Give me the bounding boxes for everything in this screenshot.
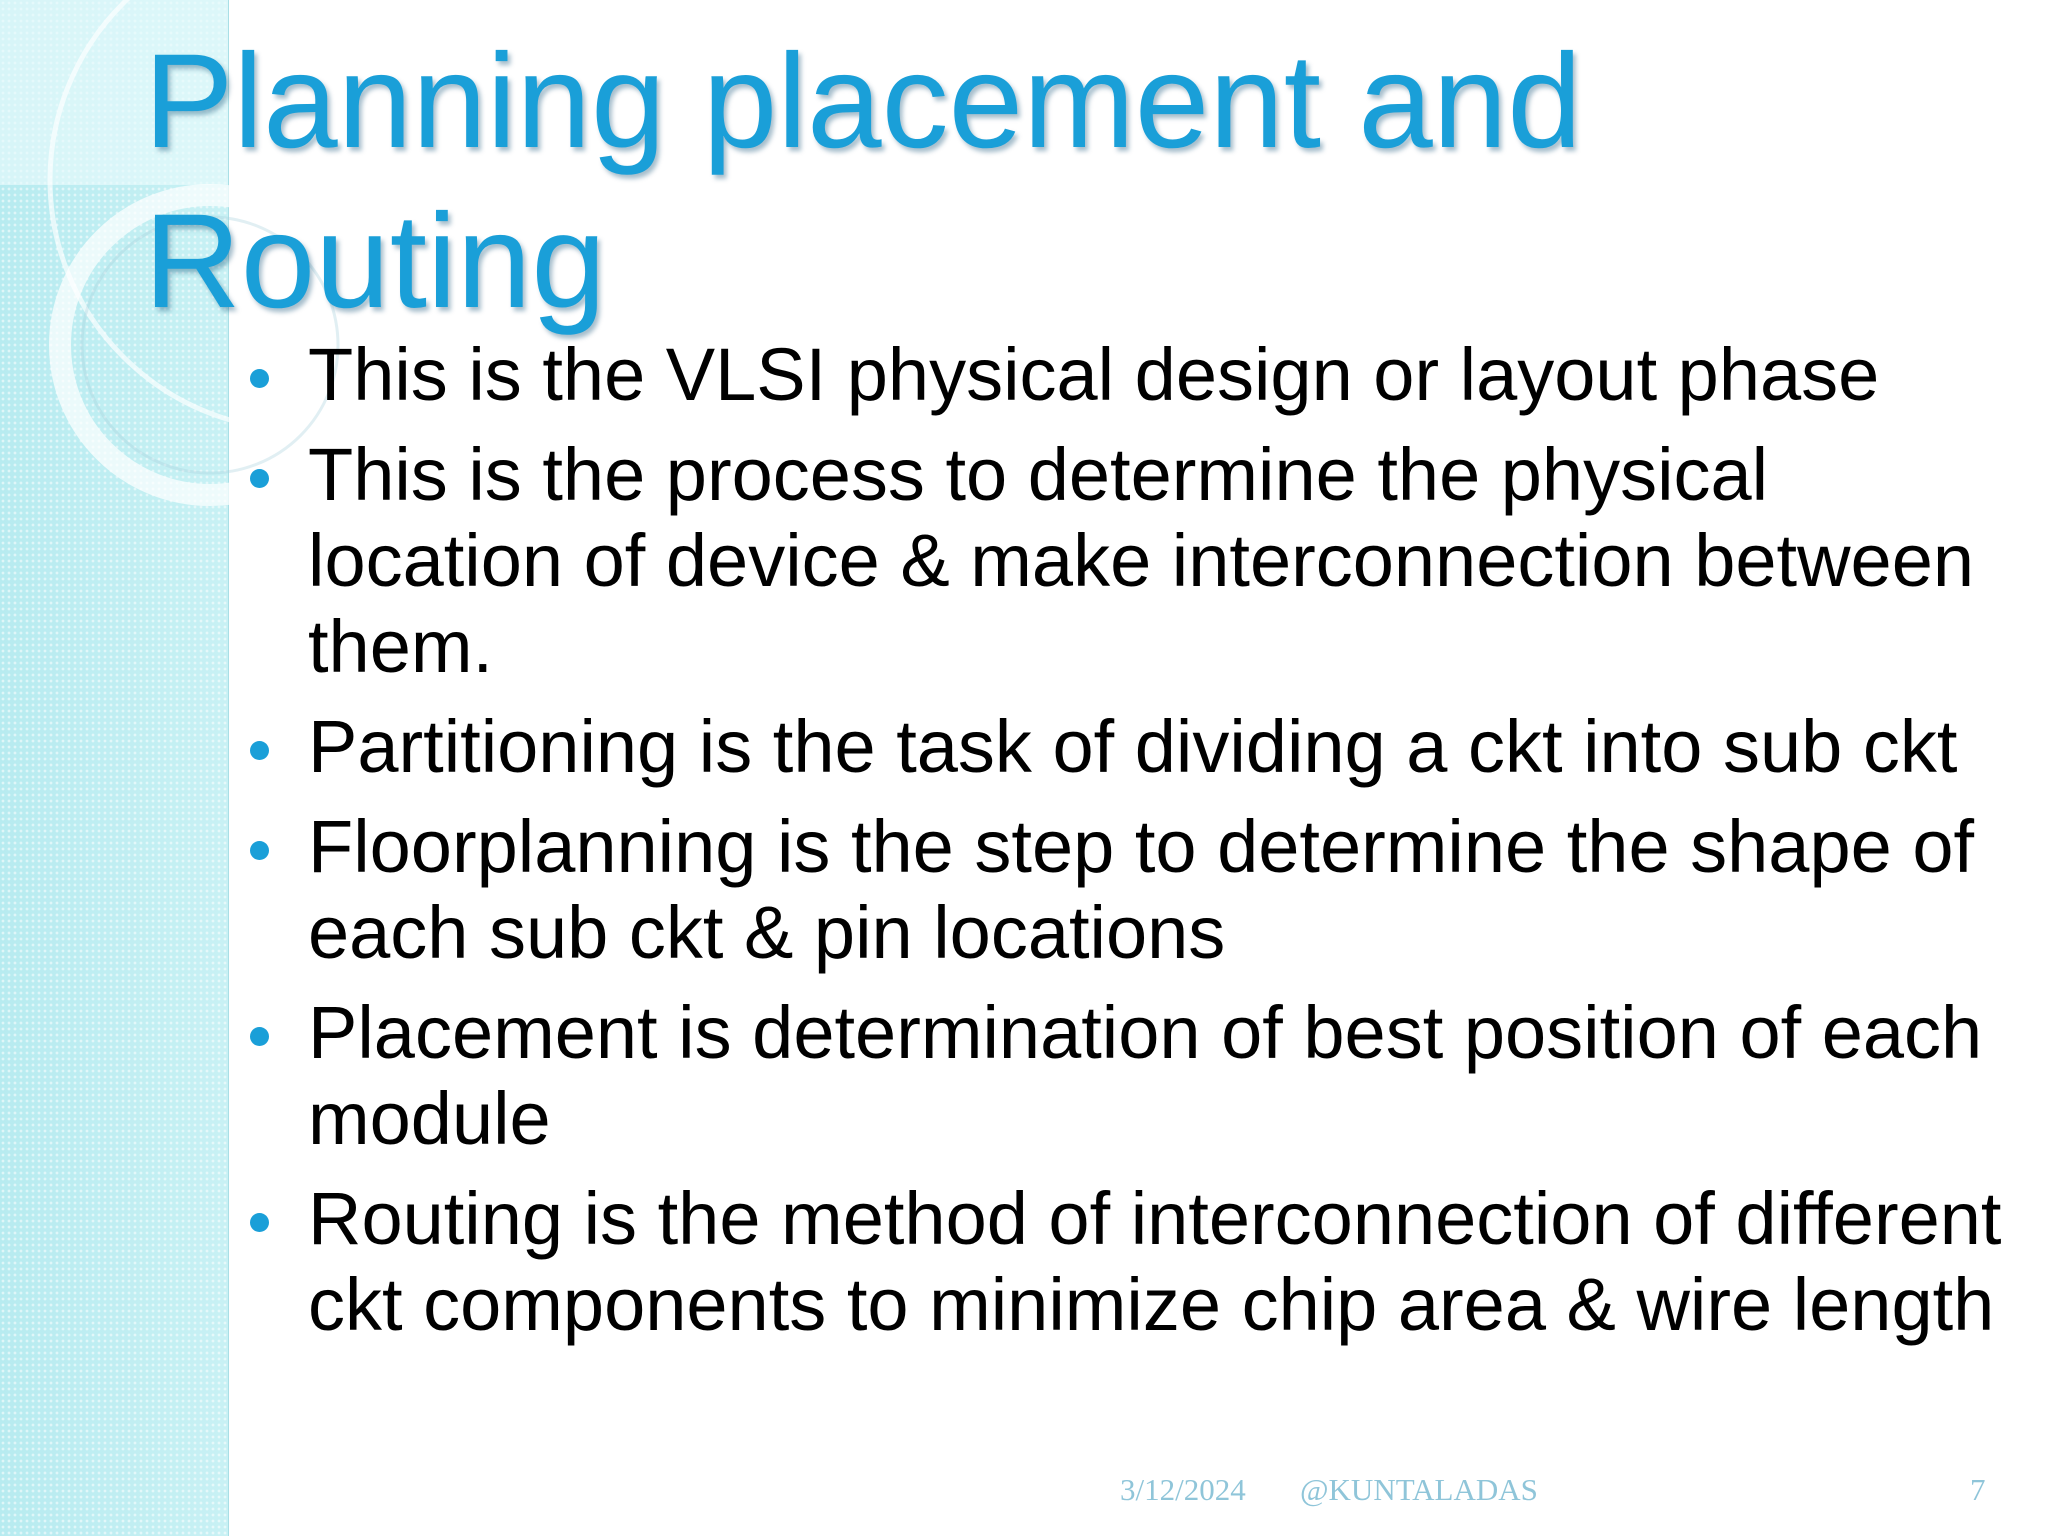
bullet-item [238,704,2028,790]
bullet-text: Partitioning is the task of dividing a ckt into sub ckt [308,705,1958,788]
footer-page-number: 7 [1970,1472,1986,1507]
bullet-item [238,990,2028,1162]
bullet-text: Routing is the method of interconnection of different ckt components to minimize chip area & wire length [308,1177,2002,1346]
bullet-dot-icon [250,741,269,760]
slide-title: Planning placement and Routing [144,27,1582,336]
bullet-item [238,1176,2028,1348]
bullet-text: This is the VLSI physical design or layout phase [308,333,1880,416]
bullet-dot-icon [250,1027,269,1046]
bullet-list [238,332,2028,1362]
bullet-item [238,432,2028,690]
bullet-text: Floorplanning is the step to determine the shape of each sub ckt & pin locations [308,805,1975,974]
footer-date: 3/12/2024 [1120,1472,1246,1507]
bullet-text: Placement is determination of best position of each module [308,991,1983,1160]
footer-author: @KUNTALADAS [1300,1472,1538,1507]
bullet-dot-icon [250,369,269,388]
bullet-dot-icon [250,1213,269,1232]
bullet-dot-icon [250,469,269,488]
bullet-dot-icon [250,841,269,860]
bullet-item [238,332,2028,418]
bullet-item [238,804,2028,976]
bullet-text: This is the process to determine the physical location of device & make interconnection between them. [308,433,1975,688]
